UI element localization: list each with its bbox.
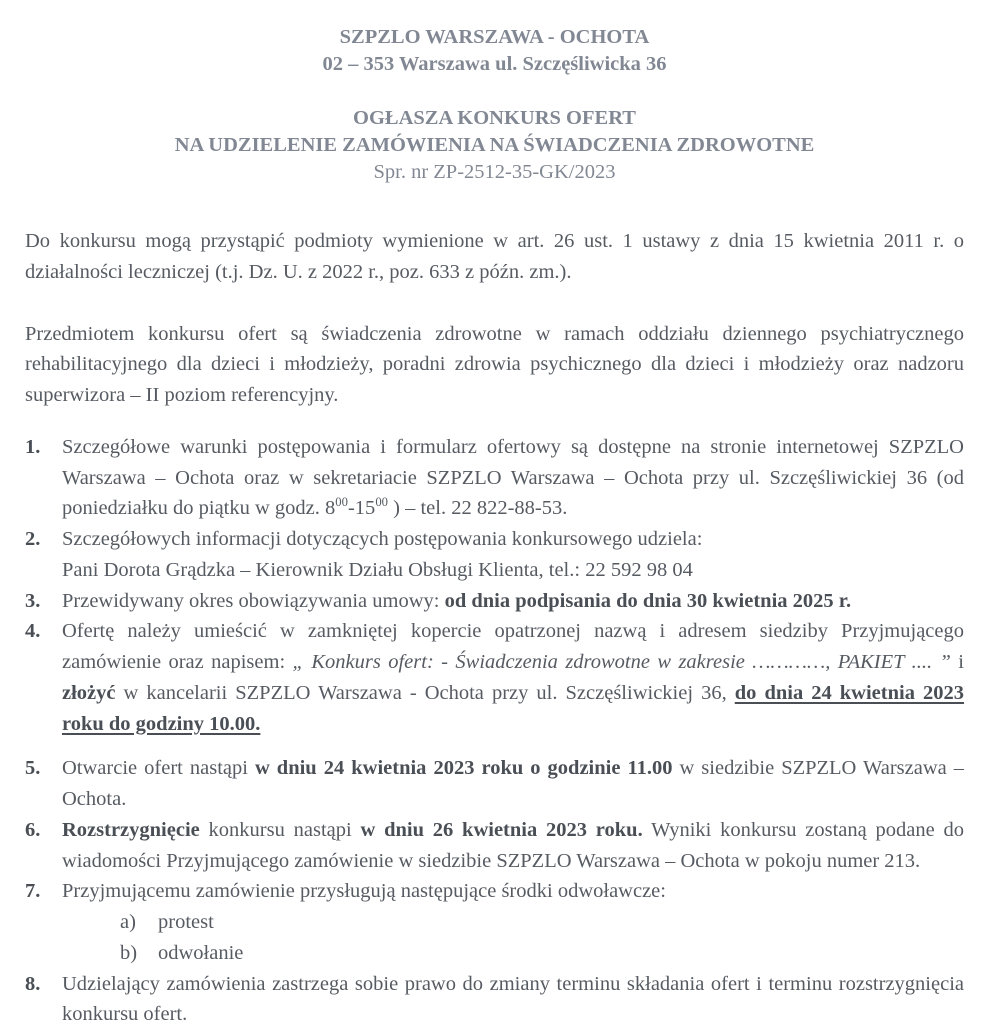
list-item xyxy=(25,969,964,1030)
text-segment: złożyć xyxy=(62,681,116,704)
announcement-title xyxy=(25,105,964,186)
list-item-number: 1. xyxy=(25,435,41,458)
list-item-number: 3. xyxy=(25,589,41,612)
list-item-number: 6. xyxy=(25,818,41,841)
text-segment: konkursu nastąpi xyxy=(199,818,361,841)
text-segment: Otwarcie ofert nastąpi xyxy=(62,757,255,780)
org-address: 02 – 353 Warszawa ul. Szczęśliwicka 36 xyxy=(322,53,667,76)
text-segment: Wyniki konkursu zostaną podane do wiadomości Przyjmującego zamówienie w siedzibie SZPZLO Warszawa – Ochota w pokoju numer 213. xyxy=(62,818,964,872)
list-item-text xyxy=(62,616,964,739)
list-item-number: 5. xyxy=(25,757,41,780)
text-segment: Szczegółowe warunki postępowania i formularz ofertowy są dostępne na stronie internetowej SZPZLO Warszawa – Ochota oraz w sekretariacie SZPZLO Warszawa – Ochota przy ul. Szczęśliwickiej 36 (od poniedziałku do piątku w godz. 8 xyxy=(62,435,964,520)
announcement-line-1: OGŁASZA KONKURS OFERT xyxy=(353,107,636,130)
sub-list-item xyxy=(62,938,964,969)
conditions-list xyxy=(25,432,964,1030)
list-item-text xyxy=(62,815,964,877)
list-item-number: 4. xyxy=(25,620,41,643)
list-item xyxy=(25,815,964,877)
text-segment: Ofertę należy umieścić w zamkniętej kopercie opatrzonej nazwą i adresem siedziby Przyjmującego zamówienie oraz napisem: xyxy=(62,620,964,674)
sub-list-item-marker: b) xyxy=(120,941,138,964)
text-segment: „ Konkurs ofert: - Świadczenia zdrowotne w zakresie …………, PAKIET .... ” xyxy=(292,651,951,674)
list-item-text xyxy=(62,876,964,968)
intro-paragraph-eligibility xyxy=(25,226,964,288)
text-segment: w dniu 24 kwietnia 2023 roku o godzinie 11.00 xyxy=(254,757,673,780)
intro-paragraph-subject xyxy=(25,319,964,411)
text-segment: -15 xyxy=(347,497,376,520)
list-item-number: 8. xyxy=(25,972,41,995)
text-segment: 00 xyxy=(375,495,389,510)
text-segment: 00 xyxy=(335,495,348,510)
document-header xyxy=(25,24,964,186)
list-item-text xyxy=(62,586,964,617)
text-segment: do dnia 24 kwietnia 2023 roku do godziny 10.00. xyxy=(62,681,964,735)
list-item-text xyxy=(62,753,964,815)
list-item xyxy=(25,432,964,524)
text-segment: od dnia podpisania do dnia 30 kwietnia 2025 r. xyxy=(444,589,852,612)
text-segment: Przedmiotem konkursu ofert są świadczenia zdrowotne w ramach oddziału dziennego psychiatrycznego rehabilitacyjnego dla dzieci i młodzieży, poradni zdrowia psychicznego dla dzieci i młodzieży oraz nadzoru superwizora – II poziom referencyjny. xyxy=(25,322,964,407)
text-segment: ) – tel. 22 822-88-53. xyxy=(388,497,568,520)
sub-list-item xyxy=(62,907,964,938)
text-segment: Pani Dorota Grądzka – Kierownik Działu Obsługi Klienta, tel.: 22 592 98 04 xyxy=(62,558,693,581)
text-segment: Do konkursu mogą przystąpić podmioty wymienione w art. 26 ust. 1 ustawy z dnia 15 kwietnia 2011 r. o działalności leczniczej (t.j. Dz. U. z 2022 r., poz. 633 z późn. zm.). xyxy=(25,230,964,283)
list-item-text xyxy=(62,524,964,586)
sub-list-item-text: protest xyxy=(158,911,214,934)
text-segment: w siedzibie SZPZLO Warszawa – Ochota. xyxy=(62,757,965,811)
list-item xyxy=(25,586,964,617)
case-number: Spr. nr ZP-2512-35-GK/2023 xyxy=(373,161,616,184)
text-segment: i xyxy=(950,651,964,674)
list-item-text xyxy=(62,969,964,1030)
org-name: SZPZLO WARSZAWA - OCHOTA xyxy=(339,26,650,48)
list-item xyxy=(25,753,964,815)
list-item xyxy=(25,876,964,968)
sub-list-item-marker: a) xyxy=(120,911,136,934)
text-segment: w kancelarii SZPZLO Warszawa - Ochota przy ul. Szczęśliwickiej 36, xyxy=(115,681,735,704)
list-item-number: 7. xyxy=(25,880,41,903)
text-segment: w dniu 26 kwietnia 2023 roku. xyxy=(360,818,643,841)
text-segment: Szczegółowych informacji dotyczących postępowania konkursowego udziela: xyxy=(62,528,703,551)
text-segment: Przyjmującemu zamówienie przysługują następujące środki odwoławcze: xyxy=(62,880,666,903)
text-segment: Rozstrzygnięcie xyxy=(62,818,200,841)
list-item-number: 2. xyxy=(25,528,41,551)
text-segment: Udzielający zamówienia zastrzega sobie prawo do zmiany terminu składania ofert i terminu rozstrzygnięcia konkursu ofert. xyxy=(62,972,964,1026)
announcement-line-2: NA UDZIELENIE ZAMÓWIENIA NA ŚWIADCZENIA ZDROWOTNE xyxy=(174,134,815,157)
list-item xyxy=(25,616,964,739)
text-segment: Przewidywany okres obowiązywania umowy: xyxy=(62,589,445,612)
list-item-text xyxy=(62,432,964,524)
sub-list-item-text: odwołanie xyxy=(158,941,244,964)
list-item xyxy=(25,524,964,586)
